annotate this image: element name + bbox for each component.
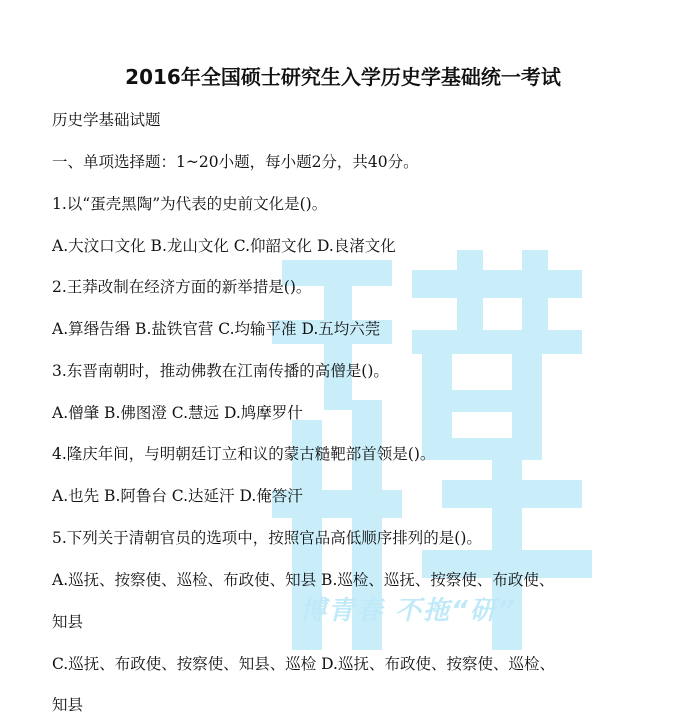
question-3: 3.东晋南朝时，推动佛教在江南传播的高僧是()。: [52, 362, 389, 380]
question-5-options-ab: A.巡抚、按察使、巡检、布政使、知县 B.巡检、巡抚、按察使、布政使、: [52, 571, 555, 589]
question-1: 1.以“蛋壳黑陶”为代表的史前文化是()。: [52, 195, 328, 213]
question-5-options-cd-cont: 知县: [52, 696, 84, 714]
question-4-options: A.也先 B.阿鲁台 C.达延汗 D.俺答汗: [52, 487, 303, 505]
section-heading: 一、单项选择题：1~20小题，每小题2分，共40分。: [52, 153, 419, 171]
question-2: 2.王莽改制在经济方面的新举措是()。: [52, 278, 312, 296]
exam-title: 2016年全国硕士研究生入学历史学基础统一考试: [125, 65, 561, 89]
subtitle: 历史学基础试题: [52, 111, 161, 129]
watermark-slogan: 博青春 不拖“研”: [300, 596, 517, 626]
question-4: 4.隆庆年间，与明朝廷订立和议的蒙古糙靶部首领是()。: [52, 445, 436, 463]
question-5: 5.下列关于清朝官员的选项中，按照官品高低顺序排列的是()。: [52, 529, 482, 547]
question-1-options: A.大汶口文化 B.龙山文化 C.仰韶文化 D.良渚文化: [52, 237, 396, 255]
question-2-options: A.算缗告缗 B.盐铁官营 C.均输平准 D.五均六莞: [52, 320, 381, 338]
question-3-options: A.僧肇 B.佛图澄 C.慧远 D.鸠摩罗什: [52, 404, 303, 422]
question-5-options-ab-cont: 知县: [52, 613, 84, 631]
question-5-options-cd: C.巡抚、布政使、按察使、知县、巡检 D.巡抚、布政使、按察使、巡检、: [52, 655, 555, 673]
